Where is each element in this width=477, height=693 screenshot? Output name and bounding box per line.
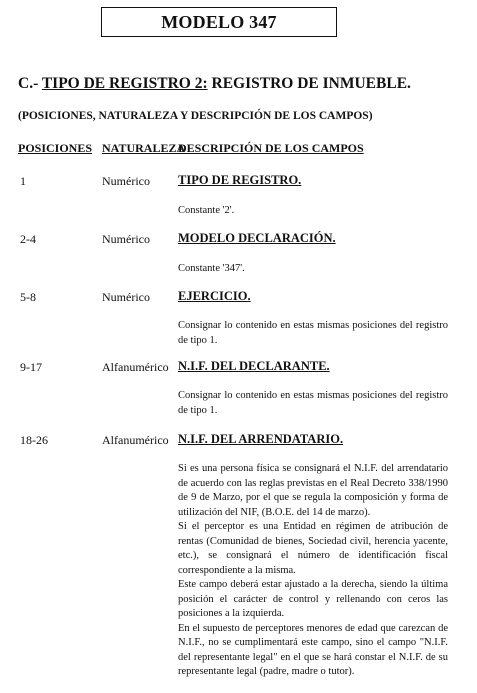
- section-name: REGISTRO DE INMUEBLE.: [211, 75, 411, 92]
- field-nature: Numérico: [102, 232, 150, 246]
- field-positions: 2-4: [20, 232, 36, 246]
- description-paragraph: Constante '347'.: [178, 263, 245, 274]
- description-paragraph: Consignar lo contenido en estas mismas posiciones del registro de tipo 1.: [178, 390, 448, 416]
- field-name: N.I.F. DEL ARRENDATARIO.: [178, 432, 344, 446]
- section-type-label: TIPO DE REGISTRO 2:: [41, 75, 208, 92]
- field-name: EJERCICIO.: [178, 289, 251, 303]
- field-description: [178, 262, 448, 277]
- field-positions: 5-8: [20, 290, 36, 304]
- description-paragraph: Este campo deberá estar ajustado a la derecha, siendo la última posición el carácter de control y rellenando con ceros las posiciones a la izquierda.: [178, 579, 448, 619]
- description-paragraph: Constante '2'.: [178, 205, 235, 216]
- description-paragraph: Si el perceptor es una Entidad en régimen de atribución de rentas (Comunidad de bienes, Sociedad civil, herencia yacente, etc.), se consignará el número de identificación fiscal correspondiente a la misma.: [178, 521, 448, 576]
- field-nature: Numérico: [102, 174, 150, 188]
- section-subtitle: (POSICIONES, NATURALEZA Y DESCRIPCIÓN DE LOS CAMPOS): [18, 110, 373, 122]
- header-nature: NATURALEZA: [102, 141, 186, 155]
- field-nature: Alfanumérico: [102, 433, 169, 447]
- field-description: [178, 204, 448, 219]
- header-description: DESCRIPCIÓN DE LOS CAMPOS: [178, 141, 364, 155]
- form-title-box: [101, 7, 337, 37]
- field-positions: 1: [20, 174, 26, 188]
- field-description: [178, 389, 448, 418]
- field-name: TIPO DE REGISTRO.: [178, 173, 302, 187]
- description-paragraph: En el supuesto de perceptores menores de edad que carezcan de N.I.F., no se cumplimentará este campo, sino el campo "N.I.F. del representante legal" en el que se hará constar el N.I.F. de su representante legal (padre, madre o tutor).: [178, 622, 448, 677]
- header-positions: POSICIONES: [18, 141, 93, 155]
- description-paragraph: Consignar lo contenido en estas mismas posiciones del registro de tipo 1.: [178, 320, 448, 346]
- section-prefix: C.-: [18, 75, 39, 92]
- form-title: MODELO 347: [161, 11, 277, 32]
- field-nature: Numérico: [102, 290, 150, 304]
- field-positions: 9-17: [20, 360, 42, 374]
- field-positions: 18-26: [20, 433, 48, 447]
- description-paragraph: Si es una persona física se consignará el N.I.F. del arrendatario de acuerdo con las reglas previstas en el Real Decreto 338/1990 de 9 de Marzo, por el que se regula la composición y forma de utilización del NIF, (B.O.E. del 14 de marzo).: [178, 463, 448, 518]
- section-heading: [18, 75, 411, 93]
- field-nature: Alfanumérico: [102, 360, 169, 374]
- field-description: [178, 319, 448, 348]
- field-description: [178, 462, 448, 680]
- field-name: MODELO DECLARACIÓN.: [178, 231, 336, 245]
- field-name: N.I.F. DEL DECLARANTE.: [178, 359, 330, 373]
